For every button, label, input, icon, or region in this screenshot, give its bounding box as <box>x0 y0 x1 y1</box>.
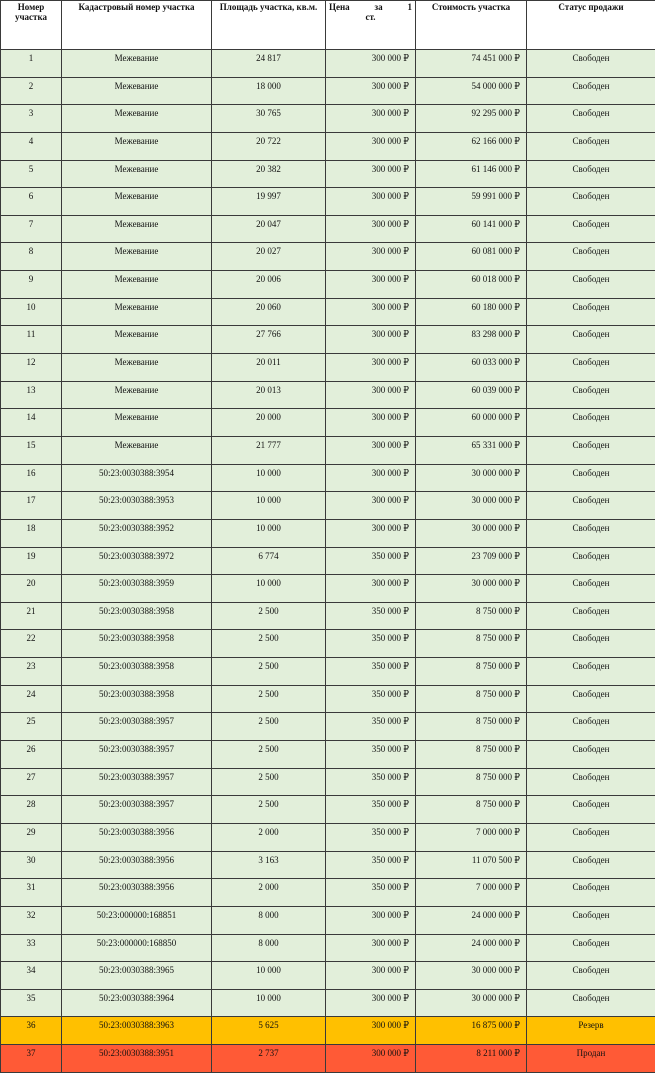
cell-cadastral-number: Межевание <box>62 409 212 437</box>
cell-price: 300 000 ₽ <box>326 962 416 990</box>
cell-plot-number: 6 <box>1 188 62 216</box>
cell-cost: 8 750 000 ₽ <box>416 713 527 741</box>
cell-area: 20 027 <box>212 243 326 271</box>
cell-plot-number: 34 <box>1 962 62 990</box>
cell-area: 20 006 <box>212 271 326 299</box>
cell-plot-number: 1 <box>1 50 62 78</box>
cell-sale-status: Свободен <box>527 685 655 713</box>
cell-cost: 62 166 000 ₽ <box>416 132 527 160</box>
cell-area: 3 163 <box>212 851 326 879</box>
cell-area: 2 500 <box>212 630 326 658</box>
cell-sale-status: Свободен <box>527 768 655 796</box>
cell-sale-status: Свободен <box>527 879 655 907</box>
cell-sale-status: Свободен <box>527 50 655 78</box>
header-price <box>326 1 416 50</box>
cell-cost: 11 070 500 ₽ <box>416 851 527 879</box>
table-row <box>1 1045 655 1073</box>
cell-cost: 30 000 000 ₽ <box>416 575 527 603</box>
cell-sale-status: Свободен <box>527 713 655 741</box>
cell-cadastral-number: 50:23:0030388:3963 <box>62 1017 212 1045</box>
table-row <box>1 105 655 133</box>
cell-area: 10 000 <box>212 575 326 603</box>
cell-price: 350 000 ₽ <box>326 851 416 879</box>
cell-area: 2 500 <box>212 768 326 796</box>
cell-price: 300 000 ₽ <box>326 409 416 437</box>
cell-cost: 8 750 000 ₽ <box>416 685 527 713</box>
cell-price: 300 000 ₽ <box>326 1045 416 1073</box>
cell-area: 21 777 <box>212 436 326 464</box>
cell-cost: 30 000 000 ₽ <box>416 989 527 1017</box>
cell-area: 2 000 <box>212 823 326 851</box>
cell-plot-number: 18 <box>1 519 62 547</box>
cell-plot-number: 25 <box>1 713 62 741</box>
cell-cadastral-number: 50:23:000000:168850 <box>62 934 212 962</box>
cell-plot-number: 4 <box>1 132 62 160</box>
cell-plot-number: 33 <box>1 934 62 962</box>
cell-cost: 30 000 000 ₽ <box>416 519 527 547</box>
cell-cost: 74 451 000 ₽ <box>416 50 527 78</box>
cell-price: 350 000 ₽ <box>326 796 416 824</box>
cell-plot-number: 11 <box>1 326 62 354</box>
cell-price: 300 000 ₽ <box>326 381 416 409</box>
cell-sale-status: Свободен <box>527 77 655 105</box>
table-row <box>1 906 655 934</box>
cell-cadastral-number: 50:23:0030388:3958 <box>62 685 212 713</box>
cell-cadastral-number: Межевание <box>62 381 212 409</box>
cell-area: 20 382 <box>212 160 326 188</box>
cell-cadastral-number: 50:23:0030388:3958 <box>62 630 212 658</box>
table-row <box>1 547 655 575</box>
table-row <box>1 298 655 326</box>
cell-plot-number: 23 <box>1 658 62 686</box>
cell-sale-status: Свободен <box>527 823 655 851</box>
cell-plot-number: 8 <box>1 243 62 271</box>
cell-plot-number: 37 <box>1 1045 62 1073</box>
cell-cost: 92 295 000 ₽ <box>416 105 527 133</box>
cell-cadastral-number: 50:23:0030388:3954 <box>62 464 212 492</box>
cell-cost: 83 298 000 ₽ <box>416 326 527 354</box>
cell-plot-number: 21 <box>1 602 62 630</box>
cell-sale-status: Резерв <box>527 1017 655 1045</box>
cell-price: 300 000 ₽ <box>326 436 416 464</box>
cell-area: 20 000 <box>212 409 326 437</box>
cell-price: 300 000 ₽ <box>326 132 416 160</box>
cell-cadastral-number: Межевание <box>62 354 212 382</box>
cell-price: 300 000 ₽ <box>326 989 416 1017</box>
cell-cadastral-number: Межевание <box>62 132 212 160</box>
cell-area: 6 774 <box>212 547 326 575</box>
cell-plot-number: 7 <box>1 215 62 243</box>
cell-sale-status: Свободен <box>527 381 655 409</box>
cell-area: 10 000 <box>212 492 326 520</box>
cell-sale-status: Свободен <box>527 741 655 769</box>
cell-sale-status: Свободен <box>527 906 655 934</box>
cell-area: 2 500 <box>212 713 326 741</box>
cell-price: 300 000 ₽ <box>326 464 416 492</box>
table-row <box>1 658 655 686</box>
cell-cadastral-number: 50:23:0030388:3964 <box>62 989 212 1017</box>
cell-area: 2 500 <box>212 685 326 713</box>
cell-cost: 65 331 000 ₽ <box>416 436 527 464</box>
cell-plot-number: 36 <box>1 1017 62 1045</box>
cell-plot-number: 13 <box>1 381 62 409</box>
cell-area: 2 500 <box>212 602 326 630</box>
cell-sale-status: Свободен <box>527 298 655 326</box>
cell-cadastral-number: 50:23:0030388:3957 <box>62 741 212 769</box>
cell-price: 300 000 ₽ <box>326 271 416 299</box>
cell-sale-status: Свободен <box>527 326 655 354</box>
cell-cadastral-number: Межевание <box>62 215 212 243</box>
header-price-line1: Цена за 1 <box>329 2 412 12</box>
cell-plot-number: 10 <box>1 298 62 326</box>
table-row <box>1 713 655 741</box>
cell-price: 350 000 ₽ <box>326 630 416 658</box>
table-row <box>1 630 655 658</box>
cell-sale-status: Свободен <box>527 105 655 133</box>
cell-plot-number: 17 <box>1 492 62 520</box>
cell-price: 300 000 ₽ <box>326 105 416 133</box>
cell-area: 20 060 <box>212 298 326 326</box>
cell-cost: 7 000 000 ₽ <box>416 879 527 907</box>
cell-area: 10 000 <box>212 464 326 492</box>
table-row <box>1 326 655 354</box>
cell-cadastral-number: Межевание <box>62 326 212 354</box>
header-plot-number: Номер участка <box>1 1 62 50</box>
table-row <box>1 409 655 437</box>
table-row <box>1 188 655 216</box>
cell-price: 300 000 ₽ <box>326 160 416 188</box>
cell-price: 300 000 ₽ <box>326 934 416 962</box>
cell-sale-status: Свободен <box>527 464 655 492</box>
cell-cost: 8 750 000 ₽ <box>416 630 527 658</box>
cell-cost: 60 180 000 ₽ <box>416 298 527 326</box>
cell-price: 300 000 ₽ <box>326 77 416 105</box>
cell-cost: 61 146 000 ₽ <box>416 160 527 188</box>
cell-cadastral-number: 50:23:0030388:3952 <box>62 519 212 547</box>
header-cadastral-number: Кадастровый номер участка <box>62 1 212 50</box>
cell-sale-status: Продан <box>527 1045 655 1073</box>
cell-area: 2 500 <box>212 658 326 686</box>
cell-price: 300 000 ₽ <box>326 215 416 243</box>
cell-sale-status: Свободен <box>527 962 655 990</box>
cell-area: 30 765 <box>212 105 326 133</box>
cell-plot-number: 20 <box>1 575 62 603</box>
header-row <box>1 1 655 50</box>
cell-area: 20 013 <box>212 381 326 409</box>
cell-sale-status: Свободен <box>527 575 655 603</box>
cell-cadastral-number: 50:23:0030388:3953 <box>62 492 212 520</box>
cell-cadastral-number: 50:23:0030388:3956 <box>62 823 212 851</box>
cell-cadastral-number: 50:23:0030388:3956 <box>62 879 212 907</box>
cell-cost: 8 750 000 ₽ <box>416 796 527 824</box>
cell-area: 27 766 <box>212 326 326 354</box>
cell-cadastral-number: 50:23:0030388:3965 <box>62 962 212 990</box>
cell-sale-status: Свободен <box>527 989 655 1017</box>
cell-cost: 8 750 000 ₽ <box>416 658 527 686</box>
cell-cadastral-number: 50:23:000000:168851 <box>62 906 212 934</box>
cell-price: 350 000 ₽ <box>326 547 416 575</box>
cell-cost: 8 750 000 ₽ <box>416 768 527 796</box>
cell-cost: 23 709 000 ₽ <box>416 547 527 575</box>
cell-price: 350 000 ₽ <box>326 685 416 713</box>
cell-cost: 8 211 000 ₽ <box>416 1045 527 1073</box>
cell-cadastral-number: 50:23:0030388:3958 <box>62 602 212 630</box>
cell-area: 18 000 <box>212 77 326 105</box>
cell-price: 350 000 ₽ <box>326 658 416 686</box>
table-row <box>1 1017 655 1045</box>
cell-plot-number: 15 <box>1 436 62 464</box>
cell-cost: 60 081 000 ₽ <box>416 243 527 271</box>
cell-plot-number: 12 <box>1 354 62 382</box>
cell-sale-status: Свободен <box>527 658 655 686</box>
cell-price: 300 000 ₽ <box>326 298 416 326</box>
cell-cadastral-number: Межевание <box>62 436 212 464</box>
cell-sale-status: Свободен <box>527 188 655 216</box>
table-row <box>1 160 655 188</box>
cell-area: 5 625 <box>212 1017 326 1045</box>
cell-cadastral-number: Межевание <box>62 50 212 78</box>
cell-cadastral-number: 50:23:0030388:3957 <box>62 796 212 824</box>
cell-cadastral-number: Межевание <box>62 105 212 133</box>
cell-sale-status: Свободен <box>527 436 655 464</box>
table-row <box>1 243 655 271</box>
cell-area: 8 000 <box>212 934 326 962</box>
cell-area: 10 000 <box>212 989 326 1017</box>
table-row <box>1 796 655 824</box>
cell-area: 20 047 <box>212 215 326 243</box>
cell-area: 10 000 <box>212 962 326 990</box>
table-row <box>1 768 655 796</box>
cell-plot-number: 26 <box>1 741 62 769</box>
cell-price: 300 000 ₽ <box>326 354 416 382</box>
cell-plot-number: 3 <box>1 105 62 133</box>
cell-sale-status: Свободен <box>527 934 655 962</box>
cell-price: 350 000 ₽ <box>326 741 416 769</box>
cell-cadastral-number: Межевание <box>62 77 212 105</box>
cell-sale-status: Свободен <box>527 160 655 188</box>
cell-cost: 59 991 000 ₽ <box>416 188 527 216</box>
cell-cadastral-number: 50:23:0030388:3959 <box>62 575 212 603</box>
cell-price: 300 000 ₽ <box>326 906 416 934</box>
cell-plot-number: 16 <box>1 464 62 492</box>
cell-area: 10 000 <box>212 519 326 547</box>
cell-price: 300 000 ₽ <box>326 1017 416 1045</box>
cell-cost: 54 000 000 ₽ <box>416 77 527 105</box>
cell-price: 300 000 ₽ <box>326 519 416 547</box>
cell-plot-number: 19 <box>1 547 62 575</box>
cell-sale-status: Свободен <box>527 271 655 299</box>
cell-cost: 30 000 000 ₽ <box>416 962 527 990</box>
table-row <box>1 741 655 769</box>
table-row <box>1 381 655 409</box>
cell-plot-number: 30 <box>1 851 62 879</box>
cell-sale-status: Свободен <box>527 796 655 824</box>
cell-cost: 24 000 000 ₽ <box>416 934 527 962</box>
table-row <box>1 77 655 105</box>
header-area: Площадь участка, кв.м. <box>212 1 326 50</box>
cell-cadastral-number: Межевание <box>62 271 212 299</box>
cell-area: 19 997 <box>212 188 326 216</box>
cell-plot-number: 29 <box>1 823 62 851</box>
cell-area: 20 722 <box>212 132 326 160</box>
cell-plot-number: 27 <box>1 768 62 796</box>
table-row <box>1 354 655 382</box>
cell-area: 20 011 <box>212 354 326 382</box>
cell-cost: 30 000 000 ₽ <box>416 492 527 520</box>
cell-plot-number: 5 <box>1 160 62 188</box>
table-row <box>1 519 655 547</box>
cell-cadastral-number: Межевание <box>62 298 212 326</box>
cell-cadastral-number: Межевание <box>62 188 212 216</box>
cell-price: 300 000 ₽ <box>326 326 416 354</box>
cell-cost: 16 875 000 ₽ <box>416 1017 527 1045</box>
header-sale-status: Статус продажи <box>527 1 655 50</box>
cell-sale-status: Свободен <box>527 243 655 271</box>
cell-area: 2 000 <box>212 879 326 907</box>
table-row <box>1 851 655 879</box>
cell-area: 24 817 <box>212 50 326 78</box>
cell-price: 350 000 ₽ <box>326 879 416 907</box>
cell-price: 300 000 ₽ <box>326 50 416 78</box>
cell-cadastral-number: 50:23:0030388:3972 <box>62 547 212 575</box>
cell-sale-status: Свободен <box>527 132 655 160</box>
cell-price: 350 000 ₽ <box>326 768 416 796</box>
table-row <box>1 436 655 464</box>
cell-sale-status: Свободен <box>527 851 655 879</box>
cell-area: 2 737 <box>212 1045 326 1073</box>
header-cost: Стоимость участка <box>416 1 527 50</box>
cell-plot-number: 32 <box>1 906 62 934</box>
cell-cost: 60 018 000 ₽ <box>416 271 527 299</box>
cell-cost: 60 033 000 ₽ <box>416 354 527 382</box>
cell-cadastral-number: 50:23:0030388:3951 <box>62 1045 212 1073</box>
cell-sale-status: Свободен <box>527 519 655 547</box>
cell-price: 350 000 ₽ <box>326 602 416 630</box>
cell-price: 300 000 ₽ <box>326 492 416 520</box>
cell-plot-number: 24 <box>1 685 62 713</box>
header-price-line2: ст. <box>329 12 412 22</box>
cell-cost: 60 141 000 ₽ <box>416 215 527 243</box>
cell-cost: 24 000 000 ₽ <box>416 906 527 934</box>
table-header <box>1 1 655 50</box>
cell-cost: 8 750 000 ₽ <box>416 741 527 769</box>
table-row <box>1 823 655 851</box>
cell-sale-status: Свободен <box>527 630 655 658</box>
table-row <box>1 962 655 990</box>
cell-cadastral-number: Межевание <box>62 160 212 188</box>
cell-plot-number: 31 <box>1 879 62 907</box>
cell-sale-status: Свободен <box>527 492 655 520</box>
cell-cadastral-number: 50:23:0030388:3957 <box>62 713 212 741</box>
cell-plot-number: 22 <box>1 630 62 658</box>
table-body <box>1 50 655 1073</box>
table-row <box>1 575 655 603</box>
cell-sale-status: Свободен <box>527 215 655 243</box>
cell-price: 300 000 ₽ <box>326 575 416 603</box>
cell-sale-status: Свободен <box>527 409 655 437</box>
cell-price: 300 000 ₽ <box>326 188 416 216</box>
cell-cadastral-number: 50:23:0030388:3956 <box>62 851 212 879</box>
cell-price: 350 000 ₽ <box>326 823 416 851</box>
cell-plot-number: 28 <box>1 796 62 824</box>
table-row <box>1 271 655 299</box>
cell-cost: 30 000 000 ₽ <box>416 464 527 492</box>
cell-area: 2 500 <box>212 741 326 769</box>
cell-cadastral-number: 50:23:0030388:3957 <box>62 768 212 796</box>
table-row <box>1 215 655 243</box>
table-row <box>1 464 655 492</box>
cell-cost: 60 039 000 ₽ <box>416 381 527 409</box>
table-row <box>1 132 655 160</box>
cell-area: 8 000 <box>212 906 326 934</box>
table-row <box>1 989 655 1017</box>
cell-area: 2 500 <box>212 796 326 824</box>
cell-price: 300 000 ₽ <box>326 243 416 271</box>
cell-cadastral-number: 50:23:0030388:3958 <box>62 658 212 686</box>
cell-plot-number: 9 <box>1 271 62 299</box>
table-row <box>1 602 655 630</box>
cell-sale-status: Свободен <box>527 602 655 630</box>
cell-cost: 60 000 000 ₽ <box>416 409 527 437</box>
table-row <box>1 879 655 907</box>
table-row <box>1 934 655 962</box>
cell-cost: 8 750 000 ₽ <box>416 602 527 630</box>
cell-plot-number: 2 <box>1 77 62 105</box>
cell-sale-status: Свободен <box>527 354 655 382</box>
cell-plot-number: 14 <box>1 409 62 437</box>
cell-plot-number: 35 <box>1 989 62 1017</box>
table-row <box>1 50 655 78</box>
table-row <box>1 492 655 520</box>
cell-cost: 7 000 000 ₽ <box>416 823 527 851</box>
table-row <box>1 685 655 713</box>
cell-sale-status: Свободен <box>527 547 655 575</box>
cell-cadastral-number: Межевание <box>62 243 212 271</box>
cell-price: 350 000 ₽ <box>326 713 416 741</box>
